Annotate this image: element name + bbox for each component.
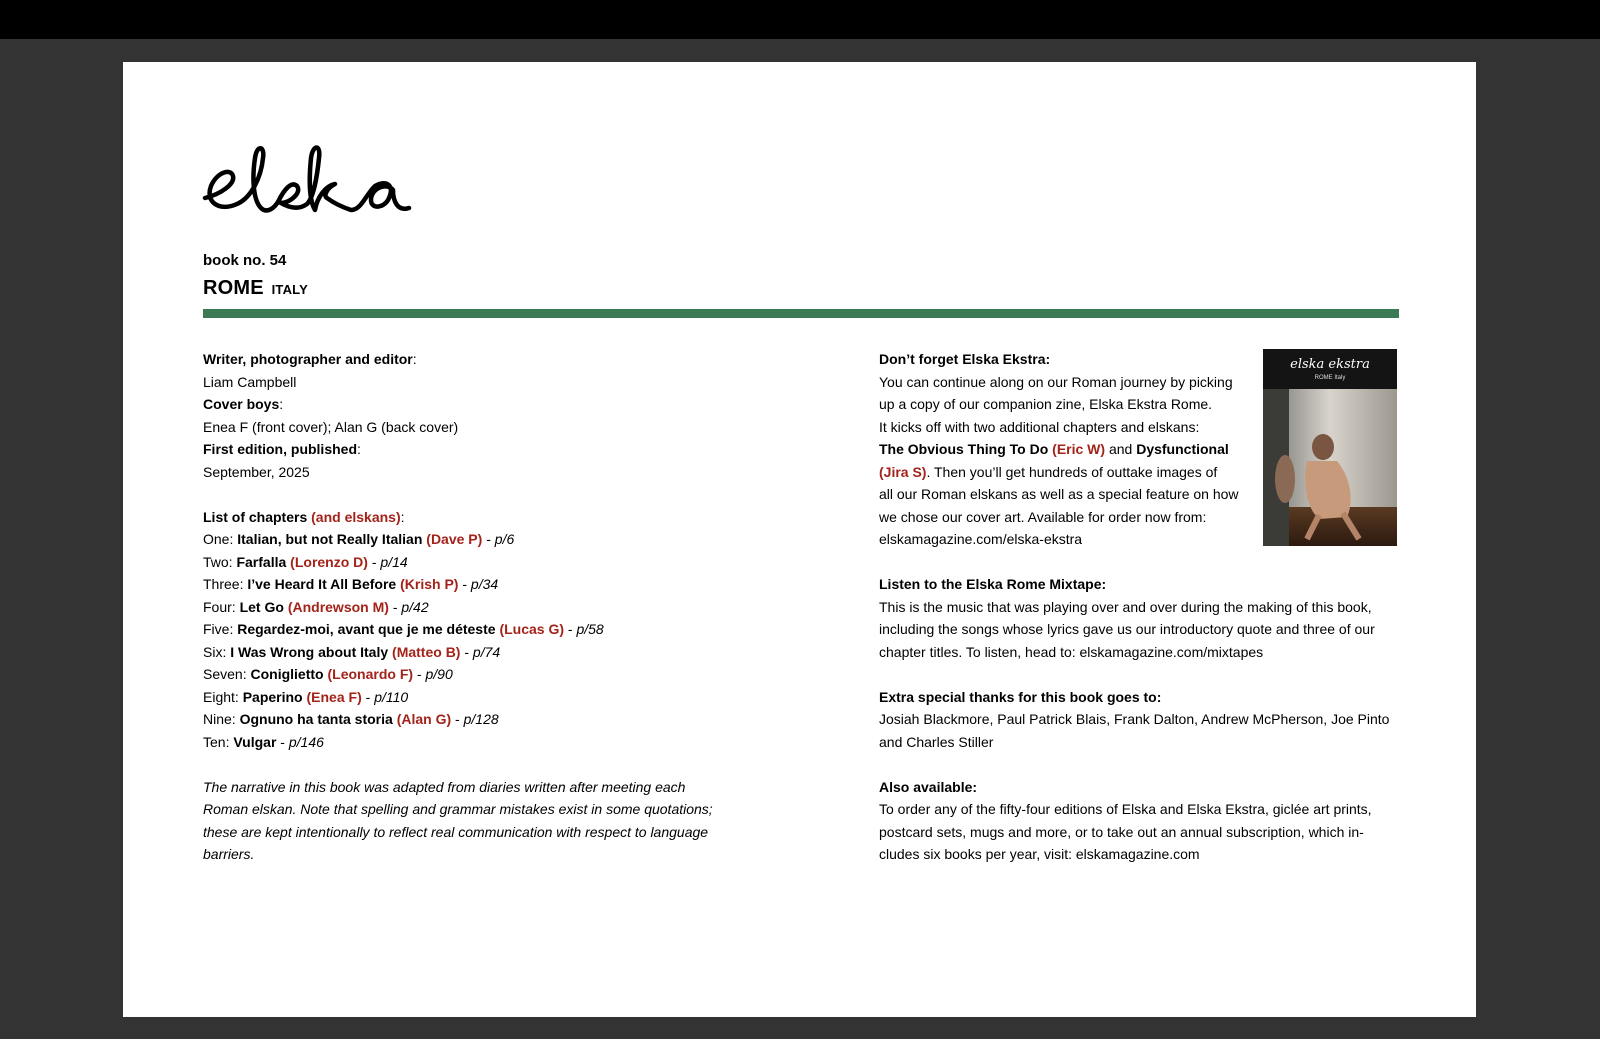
cover-title: elska ekstra: [1290, 357, 1370, 372]
chapters-heading-text: List of chapters: [203, 508, 308, 525]
ekstra-link: elskamagazine.com/elska-ekstra: [879, 531, 1083, 547]
cover-label: Cover boys: [203, 396, 280, 412]
book-number: book no. 54: [203, 252, 287, 269]
edition-label: First edition, published: [203, 441, 357, 457]
ekstra-cover-image: [1263, 349, 1397, 546]
thanks-section: Extra special thanks for this book goes to: Josiah Blackmore, Paul Patrick Blais, Frank Dalton, Andrew McPherson, Joe Pinto and Charles Stiller: [879, 686, 1404, 754]
chapter-item: Nine: Ognuno ha tanta storia (Alan G) - p/128: [203, 711, 499, 727]
document-page: [123, 62, 1476, 1017]
mixtape-heading: Listen to the Elska Rome Mixtape:: [879, 576, 1107, 592]
credits-column: [203, 348, 743, 866]
edition-city: [203, 277, 308, 300]
viewer-top-bar: [0, 0, 1600, 39]
available-section: Also available: To order any of the fifty-four editions of Elska and Elska Ekstra, giclée art prints, postcard sets, mugs and more, or to take out an annual subscription, which in- cludes six books per year, visit: elskamagazine.com: [879, 776, 1404, 866]
chapters-heading-extra: (and elskans): [311, 508, 401, 525]
edition-label-line: First edition, published:: [203, 441, 361, 457]
chapter-list: [203, 528, 743, 753]
chapter-item: One: Italian, but not Really Italian (Dave P) - p/6: [203, 531, 515, 547]
chapter-item: Three: I’ve Heard It All Before (Krish P) - p/34: [203, 576, 499, 592]
elska-logo: [199, 128, 449, 218]
chapter-item: Seven: Coniglietto (Leonardo F) - p/90: [203, 666, 453, 682]
ekstra-section: Don’t forget Elska Ekstra: You can continue along on our Roman journey by picking up a copy of our companion zine, Elska Ekstra Rome. It kicks off with two additional chapters and elskans: The Obvious Thing To Do (Eric W) and Dysfunctional (Jira S). Then you’ll get hundreds of outtake images of all our Roman elskans as well as a special feature on how we chose our cover art. Available for order now from: elskamagazine.com/elska-ekstra: [879, 348, 1404, 551]
chapter-item: Two: Farfalla (Lorenzo D) - p/14: [203, 553, 408, 570]
cover-value: Enea F (front cover); Alan G (back cover): [203, 418, 459, 435]
narrative-note: The narrative in this book was adapted from diaries written after meeting each Roman elskan. Note that spelling and grammar mistakes exist in some quotations; these are kept intentionally to reflect real communication with respect to language barriers.: [203, 778, 713, 862]
writer-value: Liam Campbell: [203, 373, 297, 390]
cover-photo: [1263, 389, 1397, 546]
chapter-item: Five: Regardez-moi, avant que je me déteste (Lucas G) - p/58: [203, 621, 604, 637]
thanks-heading: Extra special thanks for this book goes to:: [879, 688, 1162, 705]
chapter-item: Ten: Vulgar - p/146: [203, 733, 324, 750]
city-name: ROME: [203, 277, 264, 299]
writer-label: Writer, photographer and editor: [203, 351, 413, 367]
header-divider: [203, 309, 1399, 318]
edition-value: September, 2025: [203, 463, 310, 480]
chapter-item: Eight: Paperino (Enea F) - p/110: [203, 688, 409, 705]
cover-subtitle: ROME Italy: [1314, 375, 1346, 381]
available-heading: Also available:: [879, 778, 978, 795]
ekstra-heading: Don’t forget Elska Ekstra:: [879, 351, 1051, 367]
writer-label-line: Writer, photographer and editor:: [203, 351, 417, 367]
chapter-item: Four: Let Go (Andrewson M) - p/42: [203, 598, 429, 615]
country-name: ITALY: [271, 282, 308, 297]
chapter-item: Six: I Was Wrong about Italy (Matteo B) - p/74: [203, 643, 501, 660]
mixtape-section: Listen to the Elska Rome Mixtape: This is the music that was playing over and over during the making of this book, including the songs whose lyrics gave us our introductory quote and three of our chapter titles. To listen, head to: elskamagazine.com/mixtapes: [879, 573, 1404, 663]
cover-label-line: Cover boys:: [203, 396, 284, 412]
chapters-heading: List of chapters (and elskans):: [203, 508, 405, 525]
